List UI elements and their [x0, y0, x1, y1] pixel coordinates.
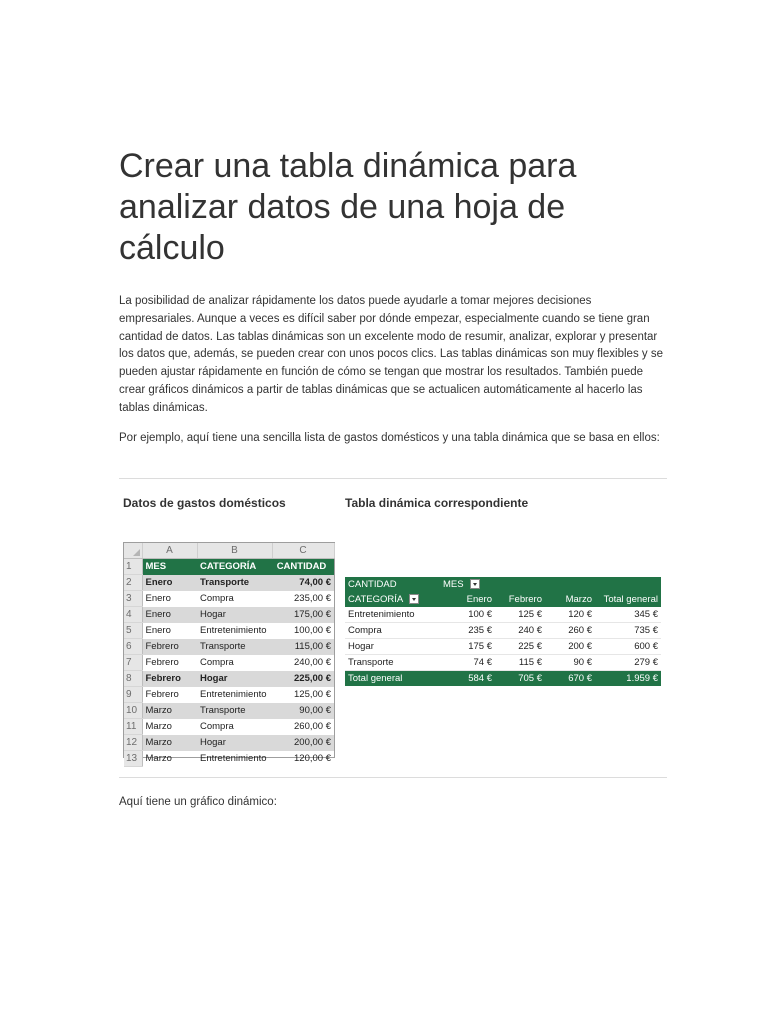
table-row	[124, 703, 334, 719]
pivot-row	[345, 639, 661, 655]
row-number[interactable]: 13	[124, 751, 142, 767]
filter-dropdown-icon[interactable]	[470, 579, 480, 589]
row-number[interactable]: 10	[124, 703, 142, 719]
cell-cantidad[interactable]: 240,00 €	[294, 657, 331, 668]
pivot-value[interactable]: 175 €	[440, 639, 495, 655]
cell-mes[interactable]: Febrero	[145, 689, 179, 700]
cell-categoria[interactable]: Transporte	[197, 639, 272, 655]
cell-cantidad[interactable]: 235,00 €	[294, 593, 331, 604]
pivot-value[interactable]: 240 €	[495, 623, 545, 639]
cell-cantidad[interactable]: 125,00 €	[294, 689, 331, 700]
row-number[interactable]: 7	[124, 655, 142, 671]
pivot-category[interactable]: Transporte	[345, 655, 440, 671]
table-header-row	[124, 559, 334, 575]
header-cell-cantidad[interactable]: CANTIDAD	[272, 559, 334, 575]
cell-categoria[interactable]: Hogar	[197, 735, 272, 751]
pivot-value-label: CANTIDAD	[345, 577, 440, 592]
cell-categoria[interactable]: Compra	[200, 657, 234, 668]
pivot-grand-value[interactable]: 584 €	[440, 671, 495, 687]
row-number[interactable]: 2	[124, 575, 142, 591]
row-number[interactable]: 5	[124, 623, 142, 639]
example-paragraph: Por ejemplo, aquí tiene una sencilla lista de gastos domésticos y una tabla dinámica que se basa en ellos:	[119, 432, 660, 444]
cell-categoria[interactable]: Transporte	[197, 703, 272, 719]
row-number[interactable]: 6	[124, 639, 142, 655]
pivot-value[interactable]: 200 €	[545, 639, 595, 655]
pivot-grand-value[interactable]: 705 €	[495, 671, 545, 687]
pivot-row-total[interactable]: 600 €	[595, 639, 661, 655]
pivot-row	[345, 607, 661, 623]
cell-cantidad[interactable]: 200,00 €	[272, 735, 334, 751]
pivot-value[interactable]: 115 €	[495, 655, 545, 671]
table-row	[124, 671, 334, 687]
divider	[119, 777, 667, 778]
cell-mes[interactable]: Marzo	[145, 721, 172, 732]
pivot-row-field[interactable]	[345, 592, 440, 607]
page-title: Crear una tabla dinámica para analizar datos de una hoja de cálculo	[119, 147, 577, 267]
cell-categoria[interactable]: Hogar	[197, 671, 272, 687]
cell-cantidad[interactable]: 175,00 €	[272, 607, 334, 623]
row-number[interactable]: 4	[124, 607, 142, 623]
pivot-value[interactable]: 260 €	[545, 623, 595, 639]
pivot-category[interactable]: Entretenimiento	[345, 607, 440, 623]
cell-mes[interactable]: Marzo	[145, 753, 172, 764]
expense-spreadsheet	[123, 542, 335, 764]
pivot-value[interactable]: 225 €	[495, 639, 545, 655]
pivot-column-field-label: MES	[443, 579, 464, 590]
pivot-total-header: Total general	[595, 592, 661, 607]
pivot-header-row	[345, 592, 661, 607]
pivot-category[interactable]: Compra	[345, 623, 440, 639]
household-data-heading: Datos de gastos domésticos	[123, 496, 286, 510]
cell-cantidad[interactable]: 225,00 €	[272, 671, 334, 687]
cell-categoria[interactable]: Entretenimiento	[200, 753, 267, 764]
pivot-chart-intro: Aquí tiene un gráfico dinámico:	[119, 796, 277, 808]
pivot-row-total[interactable]: 279 €	[595, 655, 661, 671]
row-number[interactable]: 11	[124, 719, 142, 735]
cell-mes[interactable]: Febrero	[145, 657, 179, 668]
cell-categoria[interactable]: Hogar	[197, 607, 272, 623]
pivot-value[interactable]: 235 €	[440, 623, 495, 639]
pivot-row-field-label: CATEGORÍA	[348, 594, 404, 605]
row-number[interactable]: 9	[124, 687, 142, 703]
pivot-row	[345, 623, 661, 639]
table-row	[124, 639, 334, 655]
row-number[interactable]: 8	[124, 671, 142, 687]
cell-mes[interactable]: Enero	[145, 625, 171, 636]
pivot-row	[345, 655, 661, 671]
cell-cantidad[interactable]: 100,00 €	[294, 625, 331, 636]
pivot-value[interactable]: 100 €	[440, 607, 495, 623]
table-row	[124, 719, 334, 735]
cell-categoria[interactable]: Transporte	[197, 575, 272, 591]
pivot-category[interactable]: Hogar	[345, 639, 440, 655]
cell-cantidad[interactable]: 260,00 €	[294, 721, 331, 732]
table-row	[124, 655, 334, 671]
pivot-value[interactable]: 90 €	[545, 655, 595, 671]
column-header-row	[124, 543, 334, 559]
column-header-b[interactable]: B	[197, 543, 272, 559]
cell-cantidad[interactable]: 74,00 €	[272, 575, 334, 591]
pivot-value[interactable]: 120 €	[545, 607, 595, 623]
cell-categoria[interactable]: Compra	[200, 721, 234, 732]
cell-mes[interactable]: Marzo	[142, 735, 197, 751]
divider	[119, 478, 667, 479]
pivot-table-heading: Tabla dinámica correspondiente	[345, 496, 529, 510]
pivot-month-header: Enero	[440, 592, 495, 607]
pivot-column-field[interactable]	[440, 577, 495, 592]
pivot-grand-total-row	[345, 671, 661, 687]
cell-mes[interactable]: Febrero	[142, 671, 197, 687]
column-header-a[interactable]: A	[142, 543, 197, 559]
table-row	[124, 607, 334, 623]
header-cell-mes[interactable]: MES	[142, 559, 197, 575]
table-row	[124, 623, 334, 639]
cell-cantidad[interactable]: 120,00 €	[294, 753, 331, 764]
cell-categoria[interactable]: Entretenimiento	[200, 689, 267, 700]
pivot-grand-total[interactable]: 1.959 €	[595, 671, 661, 687]
pivot-row-total[interactable]: 735 €	[595, 623, 661, 639]
pivot-value[interactable]: 74 €	[440, 655, 495, 671]
row-number[interactable]: 12	[124, 735, 142, 751]
pivot-grand-value[interactable]: 670 €	[545, 671, 595, 687]
column-header-c[interactable]: C	[272, 543, 334, 559]
row-number[interactable]: 1	[124, 559, 142, 575]
table-row	[124, 735, 334, 751]
pivot-grand-total-label[interactable]: Total general	[345, 671, 440, 687]
cell-categoria[interactable]: Entretenimiento	[200, 625, 267, 636]
table-row	[124, 751, 334, 767]
select-all-corner[interactable]	[124, 543, 142, 559]
row-number[interactable]: 3	[124, 591, 142, 607]
table-row	[124, 687, 334, 703]
pivot-field-row	[345, 577, 661, 592]
cell-cantidad[interactable]: 115,00 €	[272, 639, 334, 655]
table-row	[124, 575, 334, 591]
cell-cantidad[interactable]: 90,00 €	[272, 703, 334, 719]
pivot-month-header: Marzo	[545, 592, 595, 607]
pivot-value[interactable]: 125 €	[495, 607, 545, 623]
pivot-table	[345, 577, 661, 686]
cell-mes[interactable]: Marzo	[142, 703, 197, 719]
intro-paragraph: La posibilidad de analizar rápidamente los datos puede ayudarle a tomar mejores decisiones empresariales. Aunque a veces es difícil saber por dónde empezar, especialmente cuando se tiene gran cantidad de datos. Las tablas dinámicas son un excelente modo de resumir, analizar, explorar y presentar los datos que, además, se pueden crear con unos pocos clics. Las tablas dinámicas son muy flexibles y se pueden ajustar rápidamente en función de cómo se tengan que mostrar los resultados. También puede crear gráficos dinámicos a partir de tablas dinámicas que se actualicen automáticamente al hacerlo las tablas dinámicas.	[119, 295, 663, 414]
cell-mes[interactable]: Febrero	[142, 639, 197, 655]
header-cell-categoria[interactable]: CATEGORÍA	[197, 559, 272, 575]
cell-mes[interactable]: Enero	[142, 575, 197, 591]
pivot-month-header: Febrero	[495, 592, 545, 607]
pivot-row-total[interactable]: 345 €	[595, 607, 661, 623]
table-row	[124, 591, 334, 607]
filter-dropdown-icon[interactable]	[409, 594, 419, 604]
cell-mes[interactable]: Enero	[142, 607, 197, 623]
cell-categoria[interactable]: Compra	[200, 593, 234, 604]
cell-mes[interactable]: Enero	[145, 593, 171, 604]
